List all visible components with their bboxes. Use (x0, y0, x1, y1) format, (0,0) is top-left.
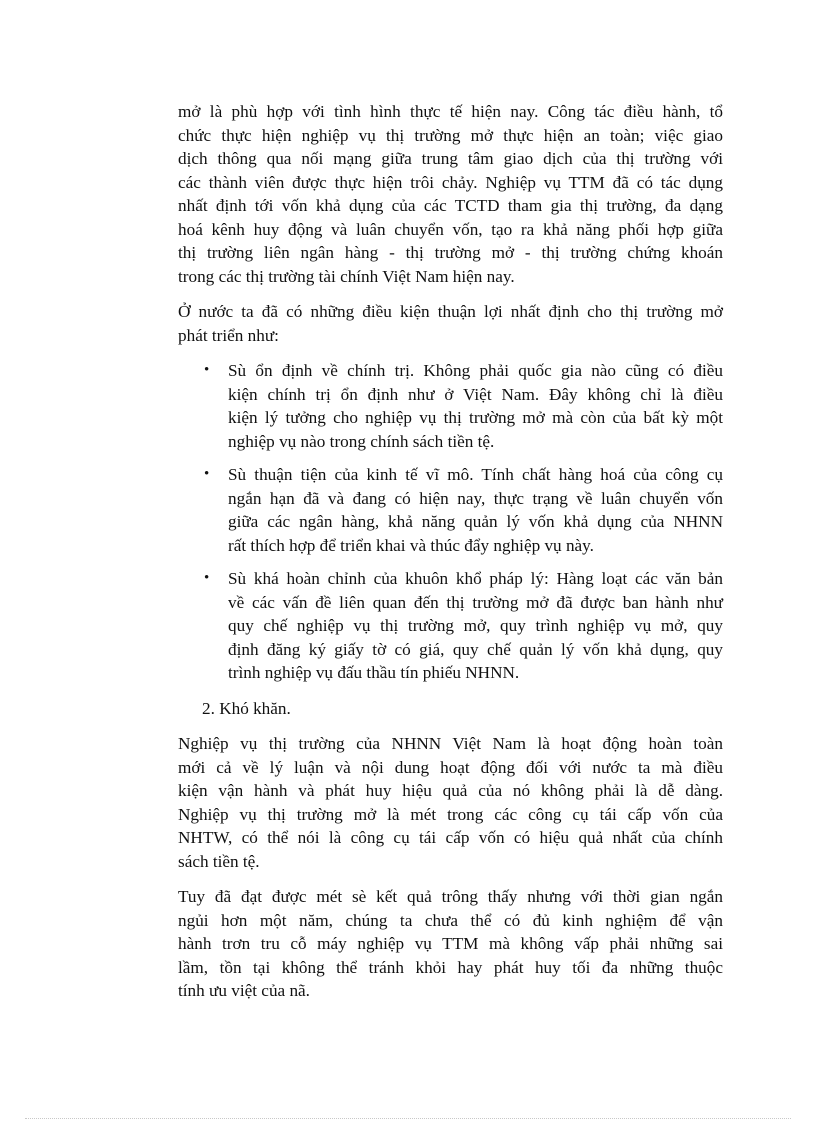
bullet-icon: • (204, 570, 210, 586)
text-line: định đăng ký giấy tờ có giá, quy chế quản lý vốn khả dụng, quy (228, 639, 723, 659)
text-line: nhất định tới vốn khả dụng của các TCTD tham gia thị trường, đa dạng (178, 196, 723, 215)
bullet-item-legal-framework (178, 567, 723, 685)
text-line: hoá kênh huy động và luân chuyển vốn, tạo ra khả năng phối hợp giữa (178, 219, 723, 239)
page-body (178, 100, 723, 1015)
text-line: chức thực hiện nghiệp vụ thị trường mở thực hiện an toàn; việc giao (178, 125, 723, 145)
text-line: Tuy đã đạt được mét sè kết quả trông thấy nhưng với thời gian ngắn (178, 887, 723, 906)
text-line: lầm, tồn tại không thể tránh khỏi hay phát huy tối đa những thuộc (178, 957, 723, 977)
text-line: Sù ổn định về chính trị. Không phải quốc gia nào cũng có điều (228, 361, 723, 380)
text-line: kiện vận hành và phát huy hiệu quả của nó không phải là dễ dàng. (178, 781, 723, 800)
bullet-item-macroeconomics (178, 463, 723, 557)
paragraph-difficulties-intro (178, 732, 723, 873)
bullet-icon: • (204, 466, 210, 482)
text-line: Nghiệp vụ thị trường mở là mét trong các công cụ tái cấp vốn của (178, 804, 723, 824)
text-line: kiện lý tưởng cho nghiệp vụ thị trường mở mà còn của bất kỳ một (228, 408, 723, 427)
page-bottom-dotted-rule (25, 1118, 791, 1119)
text-line: quy chế nghiệp vụ thị trường mở, quy trình nghiệp vụ mở, quy (228, 616, 723, 635)
text-line: ngắn hạn đã và đang có hiện nay, thực trạng về luân chuyển vốn (228, 488, 723, 508)
text-line: rất thích hợp để triển khai và thúc đẩy nghiệp vụ này. (228, 535, 594, 555)
text-line: ngủi hơn một năm, chúng ta chưa thể có đủ kinh nghiệm để vận (178, 910, 723, 930)
text-line: trong các thị trường tài chính Việt Nam hiện nay. (178, 266, 515, 286)
text-line: các thành viên được thực hiện trôi chảy. Nghiệp vụ TTM đã có tác dụng (178, 172, 723, 192)
paragraph-difficulties-experience (178, 885, 723, 1003)
text-line: giữa các ngân hàng, khả năng quản lý vốn khả dụng của NHNN (228, 512, 723, 531)
text-line: hành trơn tru cỗ máy nghiệp vụ TTM mà không vấp phải những sai (178, 934, 723, 953)
bullet-item-political-stability (178, 359, 723, 453)
paragraph-open-market-results (178, 100, 723, 288)
text-line: mới cả về lý luận và nội dung hoạt động đối với nước ta mà điều (178, 757, 723, 777)
text-line: nghiệp vụ nào trong chính sách tiền tệ. (228, 431, 495, 451)
text-line: Sù khá hoàn chỉnh của khuôn khổ pháp lý: Hàng loạt các văn bản (228, 569, 723, 588)
text-line: trình nghiệp vụ đấu thầu tín phiếu NHNN. (228, 663, 520, 682)
text-line: tính ưu việt của nã. (178, 981, 310, 1000)
text-line: kiện chính trị ổn định như ở Việt Nam. Đây không chỉ là điều (228, 384, 723, 404)
text-line: mở là phù hợp với tình hình thực tế hiện nay. Công tác điều hành, tổ (178, 102, 723, 121)
text-line: Nghiệp vụ thị trường của NHNN Việt Nam là hoạt động hoàn toàn (178, 734, 723, 753)
text-line: Ở nước ta đã có những điều kiện thuận lợi nhất định cho thị trường mở (178, 302, 723, 321)
text-line: NHTW, có thể nói là công cụ tái cấp vốn có hiệu quả nhất của chính (178, 828, 723, 847)
section-heading-difficulties: 2. Khó khăn. (202, 698, 291, 718)
text-line: sách tiền tệ. (178, 851, 260, 871)
text-line: dịch thông qua nối mạng giữa trung tâm giao dịch của thị trường với (178, 149, 723, 168)
text-line: thị trường liên ngân hàng - thị trường mở - thị trường chứng khoán (178, 243, 723, 262)
text-line: Sù thuận tiện của kinh tế vĩ mô. Tính chất hàng hoá của công cụ (228, 465, 723, 484)
conditions-bullet-list (178, 359, 723, 685)
text-line: phát triển như: (178, 325, 279, 345)
bullet-icon: • (204, 362, 210, 378)
paragraph-favorable-conditions (178, 300, 723, 347)
text-line: về các vấn đề liên quan đến thị trường mở đã được ban hành như (228, 592, 723, 612)
